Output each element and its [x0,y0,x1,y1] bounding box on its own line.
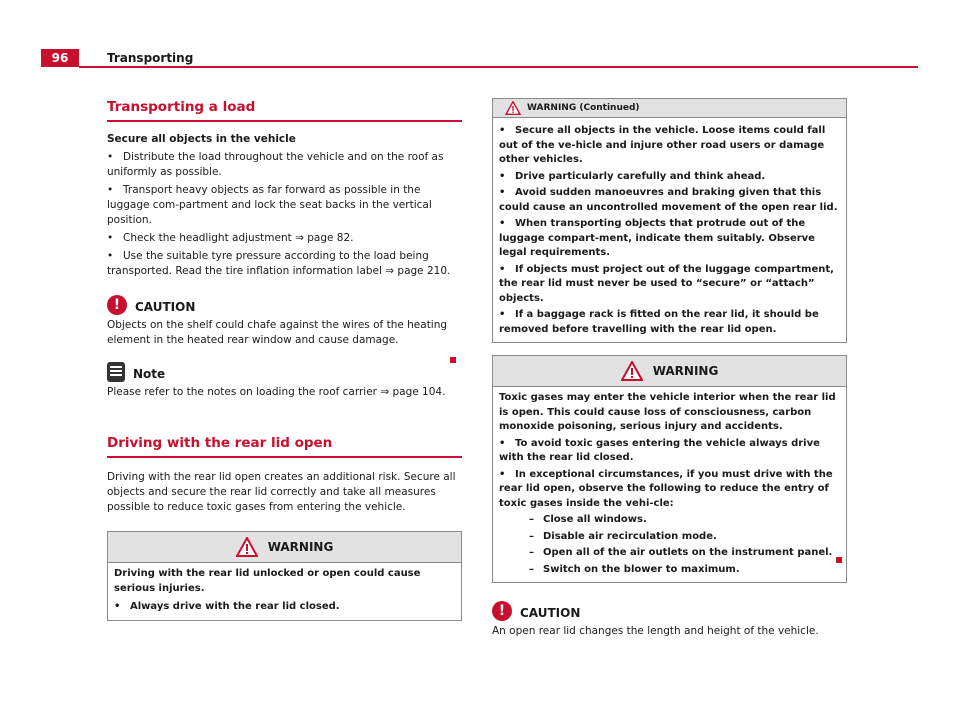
section-rule [107,456,462,458]
list-item: • If objects must project out of the luggage compartment, the rear lid must never be used to “secure” or “attach” objects. [499,263,834,304]
subheading: Secure all objects in the vehicle [107,133,296,145]
note-heading: Note [107,362,462,382]
exclamation-circle-icon: ! [107,295,127,315]
list-item: • If a baggage rack is fitted on the rear lid, it should be removed before travelling with the rear lid open. [499,309,819,335]
warning-box [492,355,847,583]
warning-header: WARNING [493,356,846,387]
end-marker [450,357,456,363]
list-item: • Check the headlight adjustment ⇒ page 82. [107,232,354,244]
list-item: • Secure all objects in the vehicle. Loose items could fall out of the ve-hicle and injure other road users or damage other vehicles. [499,125,826,165]
caution-text: Objects on the shelf could chafe against the wires of the heating element in the heated rear window and cause damage. [107,319,448,346]
list-item: • Avoid sudden manoeuvres and braking given that this could cause an uncontrolled movement of the open rear lid. [499,187,838,213]
intro-text: Driving with the rear lid open creates an additional risk. Secure all objects and secure the rear lid correctly and take all measures possible to reduce toxic gases from entering the vehicle. [107,471,456,513]
warning-box [107,531,462,621]
section-title-load: Transporting a load [107,99,256,115]
dash-item: – Disable air recirculation mode. [529,530,717,542]
warning-body: Driving with the rear lid unlocked or open could cause serious injuries. • Always drive with the rear lid closed. [108,563,461,620]
warning-triangle-icon [505,101,521,115]
section-title-open: Driving with the rear lid open [107,435,333,451]
end-marker [836,557,842,563]
right-column [492,98,847,639]
list-item: • Use the suitable tyre pressure according to the load being transported. Read the tire inflation information label ⇒ page 210. [107,250,451,277]
note-text: Please refer to the notes on loading the roof carrier ⇒ page 104. [107,386,446,398]
list-item: • Always drive with the rear lid closed. [114,601,340,612]
dash-item: – Close all windows. [529,514,647,525]
left-column [107,98,462,621]
note-icon [107,362,125,382]
list-item: • To avoid toxic gases entering the vehicle always drive with the rear lid closed. [499,437,820,463]
list-item: • Drive particularly carefully and think ahead. [499,170,766,182]
caution-text: An open rear lid changes the length and height of the vehicle. [492,625,819,637]
warning-triangle-icon [621,361,643,381]
dash-item: – Open all of the air outlets on the instrument panel. [529,547,833,558]
warning-triangle-icon [236,537,258,557]
caution-heading: ! CAUTION [492,601,847,621]
warning-continued-body [493,118,846,342]
page-number: 96 [41,49,79,67]
section-rule [107,120,462,122]
list-item: • When transporting objects that protrude out of the luggage compart-ment, indicate them suitably. Observe legal requirements. [499,218,815,258]
list-item: • In exceptional circumstances, if you must drive with the rear lid open, observe the following to reduce the entry of toxic gases inside the vehi-cle: [499,468,833,509]
warning-body: Toxic gases may enter the vehicle interior when the rear lid is open. This could cause loss of consciousness, carbon monoxide poisoning, serious injury and accidents. • To avoid toxic gases entering the vehicle always drive with the rear lid closed. • In exceptional circumstances, if you must drive with the rear lid open, observe the following to reduce the entry of toxic gases inside the vehi-cle: – Close all windows. – Disable air recirculation mode. – Open all of the air outlets on the instrument panel. – Switch on the blower to maximum. [493,387,846,582]
caution-heading: ! CAUTION [107,295,462,315]
chapter-title: Transporting [107,51,194,65]
warning-continued-header: WARNING (Continued) [493,99,846,118]
warning-header: WARNING [108,532,461,563]
list-item: • Transport heavy objects as far forward as possible in the luggage com-partment and lock the seat backs in the vertical position. [107,184,432,226]
warning-continued-box [492,98,847,343]
list-item: • Distribute the load throughout the vehicle and on the roof as uniformly as possible. [107,151,444,178]
exclamation-circle-icon: ! [492,601,512,621]
dash-item: – Switch on the blower to maximum. [529,563,740,575]
header-rule [79,66,918,68]
